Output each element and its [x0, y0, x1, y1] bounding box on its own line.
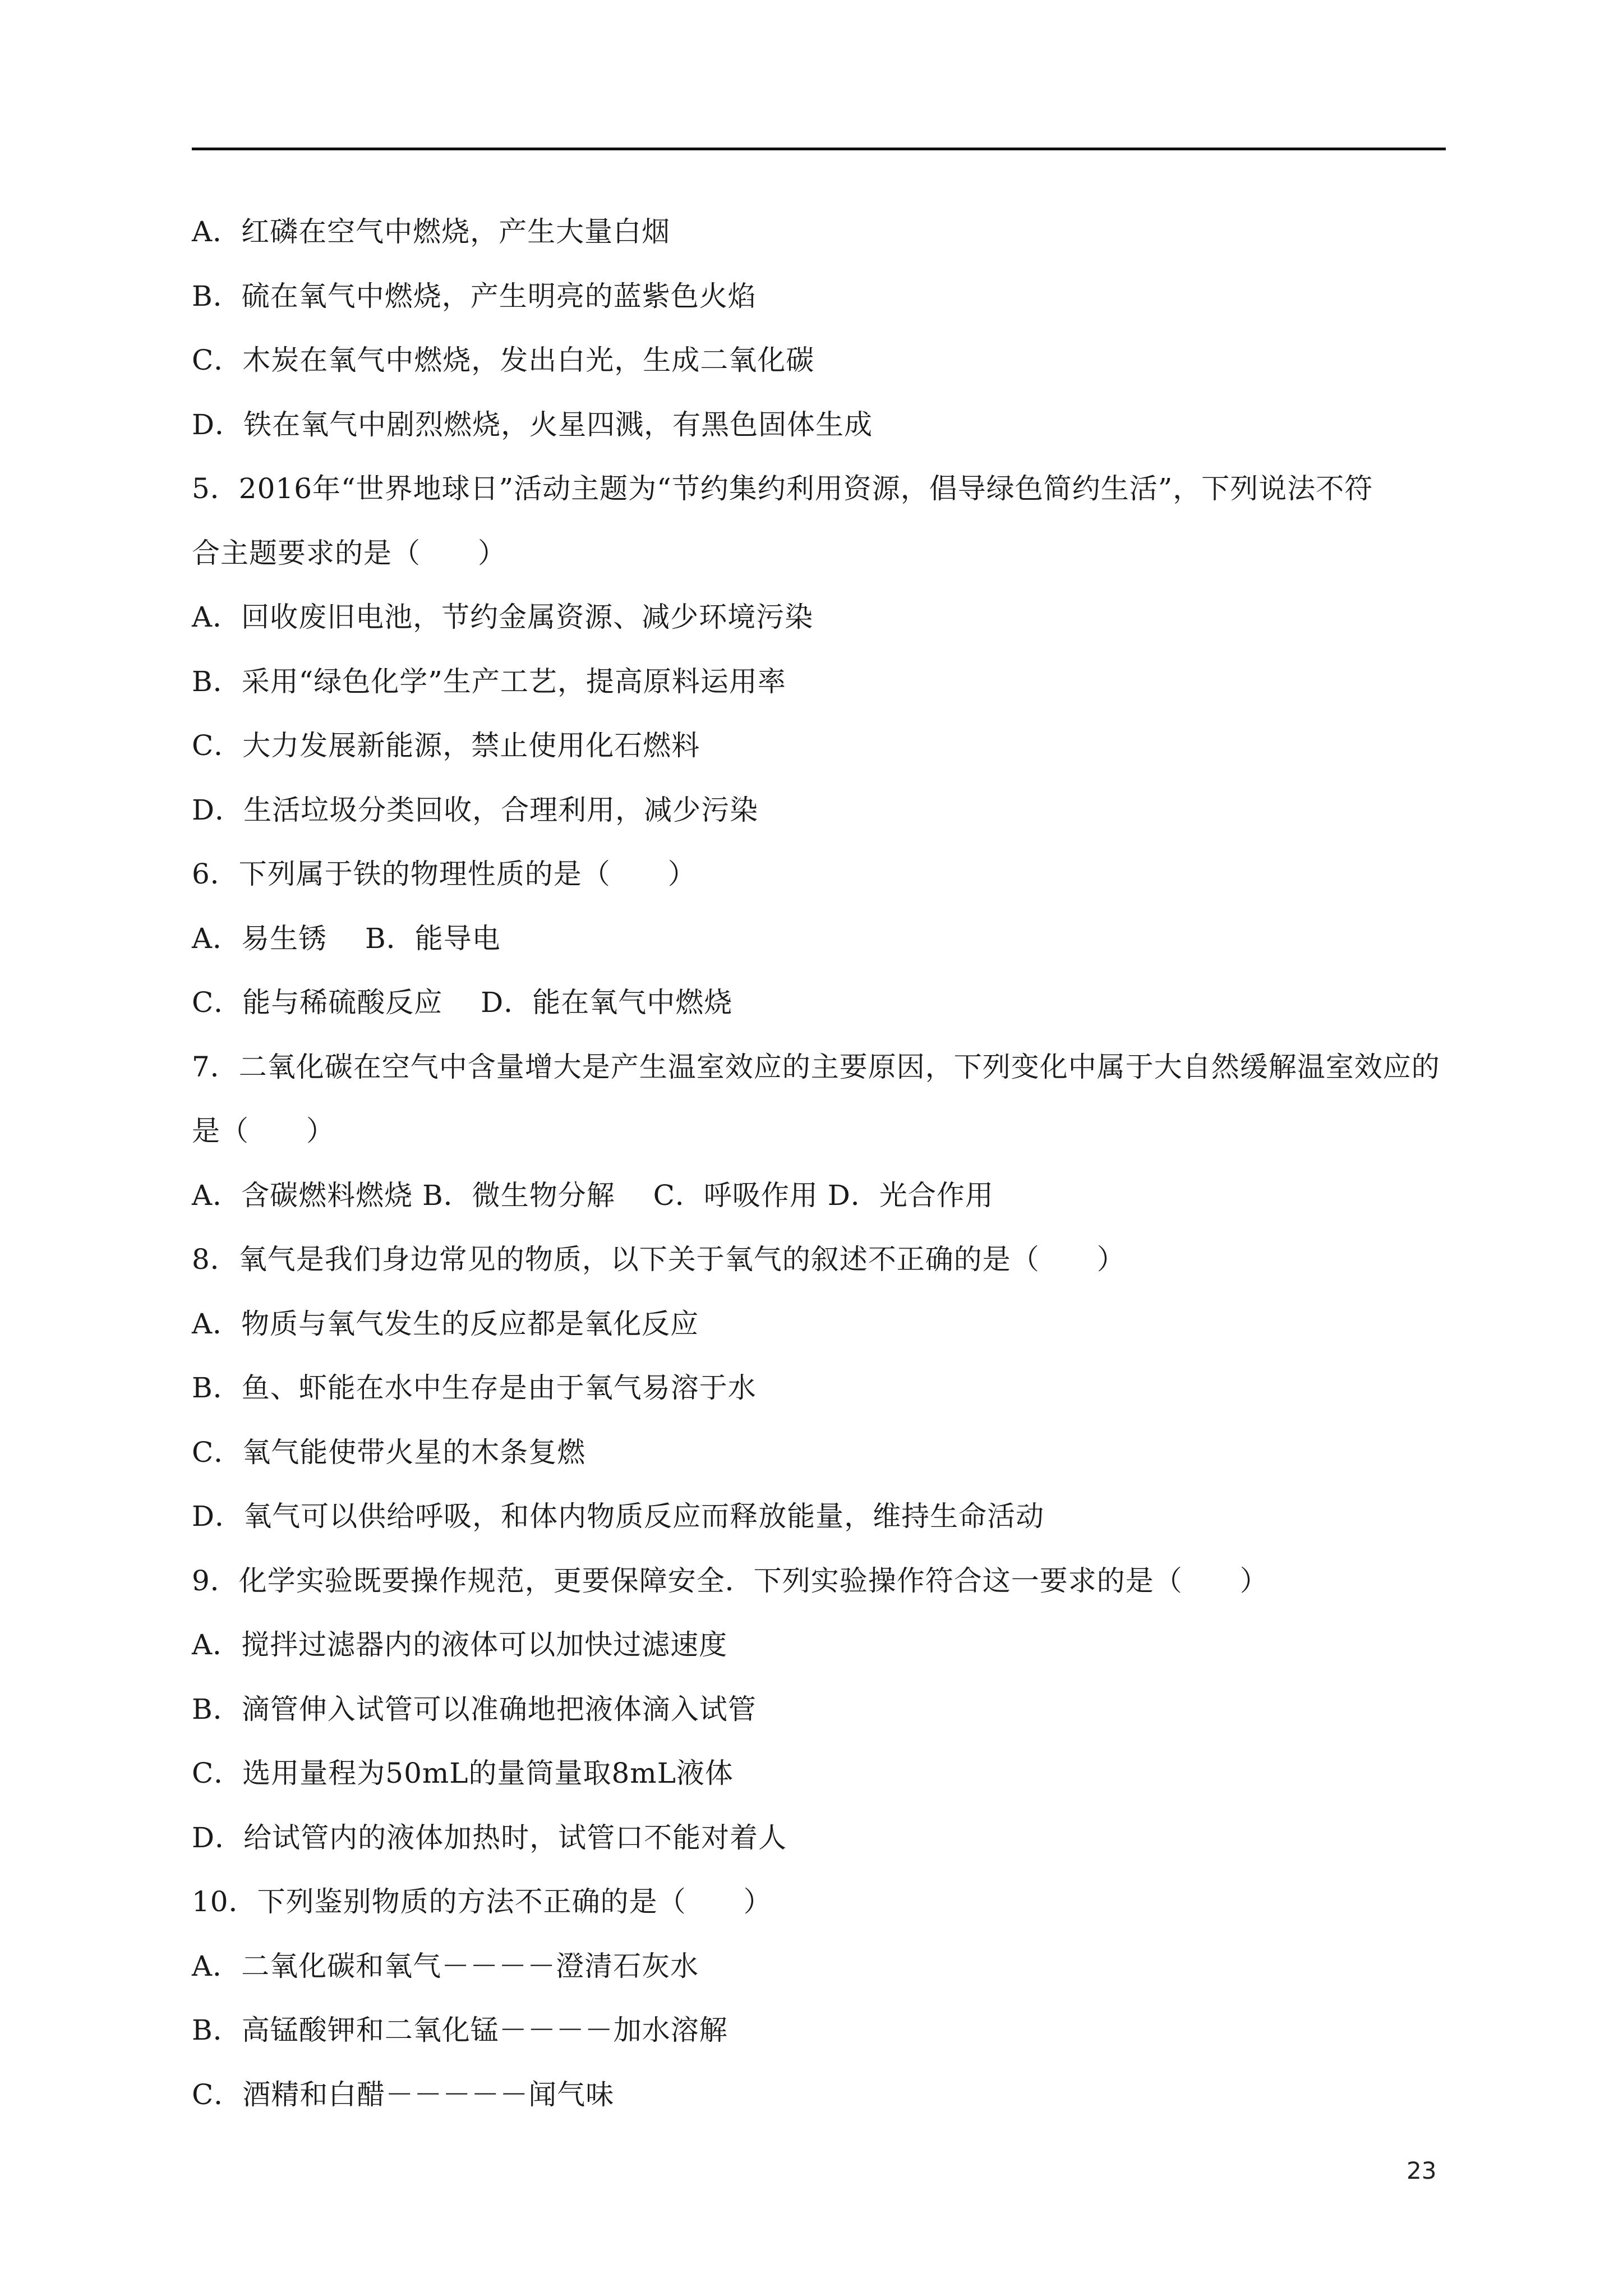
document-body: [192, 200, 1448, 2127]
option-8c: C．氧气能使带火星的木条复燃: [192, 1435, 586, 1469]
option-5c: C．大力发展新能源，禁止使用化石燃料: [192, 729, 700, 762]
option-9a: A．搅拌过滤器内的液体可以加快过滤速度: [192, 1628, 728, 1661]
question-7-line-1: 7．二氧化碳在空气中含量增大是产生温室效应的主要原因，下列变化中属于大自然缓解温室效应的: [192, 1050, 1440, 1083]
options-6ab: A．易生锈 B．能导电: [192, 922, 501, 955]
option-9d: D．给试管内的液体加热时，试管口不能对着人: [192, 1821, 787, 1854]
option-10b: B．高锰酸钾和二氧化锰－－－－加水溶解: [192, 2014, 728, 2046]
option-4d: D．铁在氧气中剧烈燃烧，火星四溅，有黑色固体生成: [192, 408, 873, 441]
option-8d: D．氧气可以供给呼吸，和体内物质反应而释放能量，维持生命活动: [192, 1500, 1045, 1533]
option-5a: A．回收废旧电池，节约金属资源、减少环境污染: [192, 601, 814, 633]
question-9: 9．化学实验既要操作规范，更要保障安全．下列实验操作符合这一要求的是（ ）: [192, 1564, 1269, 1597]
option-9c: C．选用量程为50mL的量筒量取8mL液体: [192, 1757, 734, 1789]
option-5d: D．生活垃圾分类回收，合理利用，减少污染: [192, 793, 759, 826]
question-5-line-1: 5．2016年“世界地球日”活动主题为“节约集约利用资源，倡导绿色简约生活”，下列说法不符: [192, 472, 1373, 505]
option-4c: C．木炭在氧气中燃烧，发出白光，生成二氧化碳: [192, 344, 815, 376]
option-4b: B．硫在氧气中燃烧，产生明亮的蓝紫色火焰: [192, 279, 757, 312]
options-7: A．含碳燃料燃烧 B．微生物分解 C．呼吸作用 D．光合作用: [192, 1179, 994, 1212]
question-7-line-2: 是（ ）: [192, 1115, 335, 1147]
question-6: 6．下列属于铁的物理性质的是（ ）: [192, 858, 697, 890]
option-5b: B．采用“绿色化学”生产工艺，提高原料运用率: [192, 665, 786, 698]
option-8b: B．鱼、虾能在水中生存是由于氧气易溶于水: [192, 1372, 757, 1404]
header-rule: [192, 148, 1446, 150]
option-8a: A．物质与氧气发生的反应都是氧化反应: [192, 1307, 699, 1340]
options-6cd: C．能与稀硫酸反应 D．能在氧气中燃烧: [192, 986, 733, 1019]
option-4a: A．红磷在空气中燃烧，产生大量白烟: [192, 215, 671, 248]
option-10c: C．酒精和白醋－－－－－闻气味: [192, 2078, 615, 2111]
question-10: 10．下列鉴别物质的方法不正确的是（ ）: [192, 1885, 772, 1918]
question-5-line-2: 合主题要求的是（ ）: [192, 536, 506, 569]
page-number: 23: [1407, 2157, 1437, 2184]
option-10a: A．二氧化碳和氧气－－－－澄清石灰水: [192, 1949, 699, 1982]
question-8: 8．氧气是我们身边常见的物质，以下关于氧气的叙述不正确的是（ ）: [192, 1243, 1126, 1276]
option-9b: B．滴管伸入试管可以准确地把液体滴入试管: [192, 1692, 757, 1726]
